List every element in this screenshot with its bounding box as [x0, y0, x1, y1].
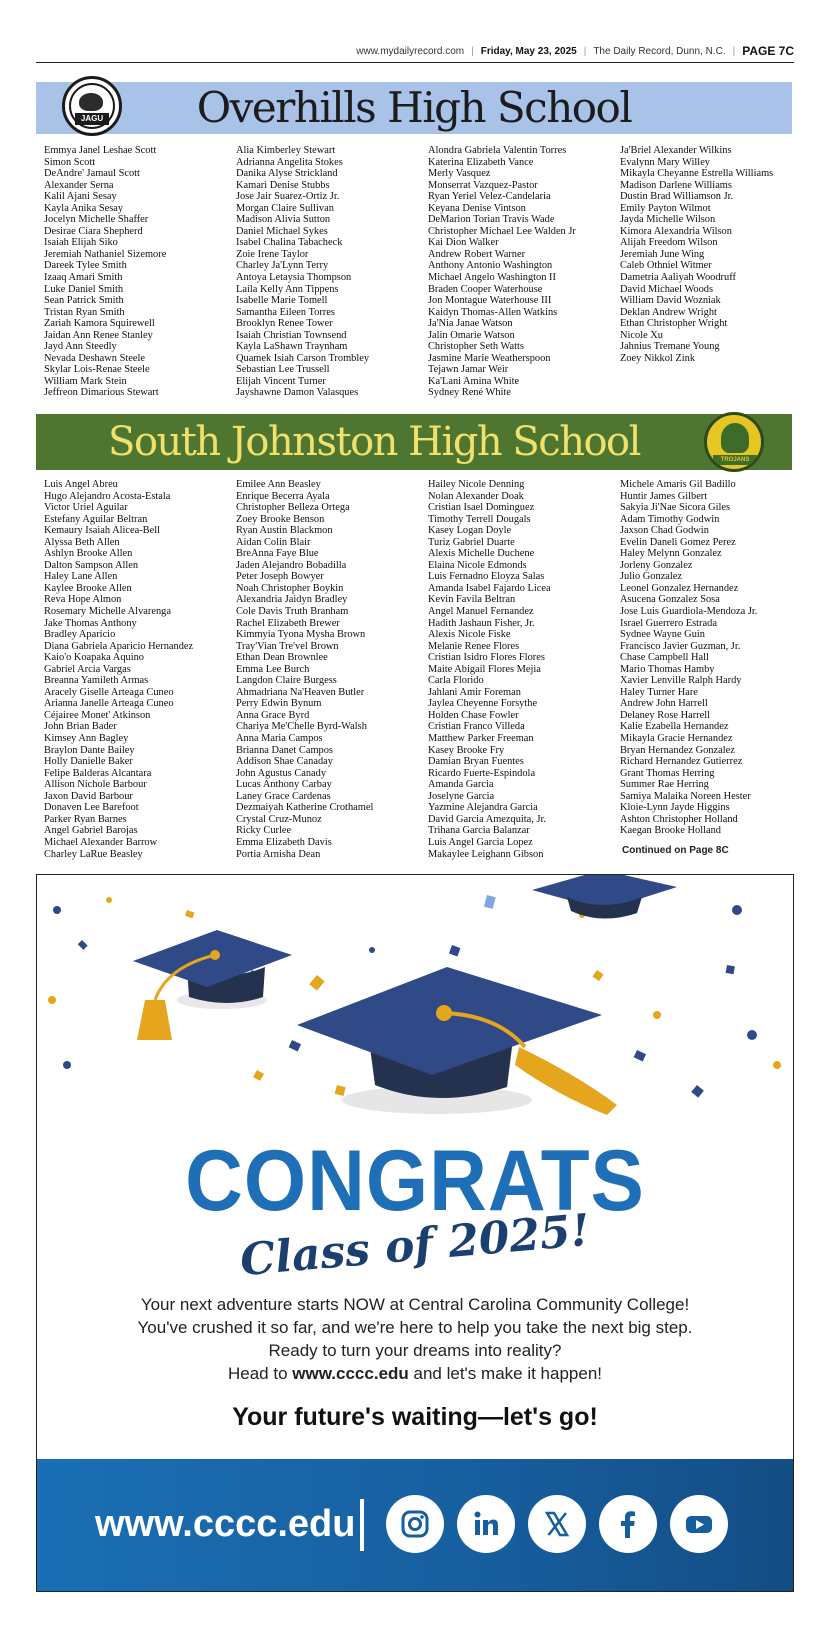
graduate-name: Dustin Brad Williamson Jr.	[620, 191, 734, 203]
overhills-names-column-3	[428, 145, 576, 399]
graduate-name: Keyana Denise Vintson	[428, 202, 526, 214]
graduate-name: Ahmadriana Na'Heaven Butler	[236, 686, 365, 698]
south-johnston-logo	[704, 412, 764, 472]
graduate-name: Jose Luis Guardiola-Mendoza Jr.	[620, 606, 758, 618]
graduate-name: Charley LaRue Beasley	[44, 848, 143, 860]
graduate-name: Mikayla Cheyanne Estrella Williams	[620, 168, 774, 180]
graduate-name: Isaiah Elijah Siko	[44, 237, 118, 249]
graduate-name: Emilee Ann Beasley	[236, 479, 321, 490]
graduate-name: Ricardo Fuerte-Espindola	[428, 767, 536, 779]
graduate-name: Bradley Aparicio	[44, 629, 116, 641]
cta-url-link[interactable]: www.cccc.edu	[292, 1364, 409, 1383]
graduate-name: Sydney René White	[428, 387, 511, 399]
cta-prefix: Head to	[228, 1364, 293, 1383]
header-separator: |	[732, 45, 736, 57]
graduate-name: Portia Arnisha Dean	[236, 848, 321, 860]
graduate-name: Evelin Daneli Gomez Perez	[620, 536, 736, 548]
graduate-name: Rosemary Michelle Alvarenga	[44, 606, 171, 618]
instagram-icon[interactable]	[386, 1495, 444, 1553]
ad-body-line-1: Your next adventure starts NOW at Central Carolina Community College!	[140, 1295, 690, 1314]
graduate-name: Huntir James Gilbert	[620, 490, 708, 502]
graduate-name: Kamari Denise Stubbs	[236, 179, 330, 191]
graduate-name: Lucas Anthony Carbay	[236, 779, 332, 791]
graduate-name: Kimora Alexandria Wilson	[620, 225, 732, 237]
trojan-helmet-icon	[721, 423, 749, 453]
graduate-name: Brooklyn Renee Tower	[236, 318, 333, 330]
graduate-name: Crystal Cruz-Munoz	[236, 813, 322, 825]
issue-date: Friday, May 23, 2025	[480, 45, 577, 57]
graduate-name: Kalil Ajani Sesay	[44, 191, 117, 203]
graduate-name: Luke Daniel Smith	[44, 283, 124, 295]
graduate-name: Braylon Dante Bailey	[44, 744, 135, 756]
graduate-name: Noah Christopher Boykin	[236, 582, 344, 594]
graduate-name: Samiya Malaika Noreen Hester	[620, 790, 751, 802]
graduate-name: Michael Alexander Barrow	[44, 836, 158, 848]
graduate-name: Jeremiah Nathaniel Sizemore	[44, 248, 167, 260]
graduate-name: Desirae Ciara Shepherd	[44, 225, 143, 237]
graduate-name: Israel Guerrero Estrada	[620, 617, 717, 629]
graduate-name: Christopher Seth Watts	[428, 341, 524, 353]
graduate-name: Enrique Becerra Ayala	[236, 490, 330, 502]
graduate-name: Allison Nichole Barbour	[44, 779, 147, 791]
graduate-name: Elijah Vincent Turner	[236, 375, 326, 387]
graduate-name: Adam Timothy Godwin	[620, 513, 720, 525]
graduate-name: Peter Joseph Bowyer	[236, 571, 324, 583]
graduate-name: BreAnna Faye Blue	[236, 548, 319, 560]
graduate-name: Melanie Renee Flores	[428, 640, 520, 652]
ad-tagline: Your future's waiting—let's go!	[232, 1403, 598, 1431]
graduate-name: Emma Elizabeth Davis	[236, 836, 332, 848]
graduate-name: Luis Angel Abreu	[44, 479, 118, 490]
graduate-name: Jayshawne Damon Valasques	[236, 387, 359, 399]
graduate-name: Caleb Othniel Witmer	[620, 260, 712, 272]
graduate-name: Haley Melynn Gonzalez	[620, 548, 722, 560]
graduate-name: Christopher Michael Lee Walden Jr	[428, 225, 576, 237]
graduate-name: Nolan Alexander Doak	[428, 490, 524, 502]
graduate-name: Zoey Brooke Benson	[236, 513, 325, 525]
linkedin-icon[interactable]	[457, 1495, 515, 1553]
graduate-name: Alyssa Beth Allen	[44, 536, 120, 548]
graduate-name: Tristan Ryan Smith	[44, 306, 125, 318]
graduate-name: Emma Lee Burch	[236, 663, 310, 675]
graduate-name: Jon Montague Waterhouse III	[428, 295, 552, 307]
graduate-name: Evalynn Mary Willey	[620, 156, 710, 168]
graduate-name: Amanda Isabel Fajardo Licea	[428, 582, 551, 594]
graduate-name: Angel Gabriel Barojas	[44, 825, 138, 837]
graduate-name: Gabriel Arcia Vargas	[44, 663, 131, 675]
header-rule	[36, 62, 794, 63]
overhills-banner	[36, 82, 792, 134]
graduate-name: Felipe Balderas Alcantara	[44, 767, 152, 779]
graduate-name: Zariah Kamora Squirewell	[44, 318, 155, 330]
graduate-name: Morgan Claire Sullivan	[236, 202, 334, 214]
ad-body-copy	[37, 1293, 793, 1385]
graduate-name: William Mark Stein	[44, 375, 127, 387]
graduate-name: Sean Patrick Smith	[44, 295, 124, 307]
graduate-name: Xavier Lenville Ralph Hardy	[620, 675, 742, 687]
graduate-name: William David Wozniak	[620, 295, 721, 307]
graduate-name: Joselyne Garcia	[428, 790, 495, 802]
graduate-name: Julio Gonzalez	[620, 571, 683, 583]
graduate-name: Timothy Terrell Dougals	[428, 513, 531, 525]
graduate-name: Amanda Garcia	[428, 779, 494, 791]
graduate-name: Cristian Isidro Flores Flores	[428, 652, 545, 664]
graduate-name: Simon Scott	[44, 156, 96, 168]
graduate-name: Kimmyia Tyona Mysha Brown	[236, 629, 366, 641]
graduate-name: Alexander Serna	[44, 179, 114, 191]
south-johnston-names-column-3	[428, 479, 551, 860]
graduate-name: Laney Grace Cardenas	[236, 790, 331, 802]
graduate-name: Kevin Favila Beltran	[428, 594, 516, 606]
graduate-name: Victor Uriel Aguilar	[44, 502, 128, 514]
graduate-name: Aidan Colin Blair	[236, 536, 311, 548]
graduate-name: Kaylee Brooke Allen	[44, 582, 132, 594]
graduate-name: Luis Angel Garcia Lopez	[428, 836, 533, 848]
graduate-name: Elaina Nicole Edmonds	[428, 559, 527, 571]
graduation-caps-illustration	[37, 875, 793, 1135]
graduate-name: Alijah Freedom Wilson	[620, 237, 718, 249]
graduate-name: Parker Ryan Barnes	[44, 813, 127, 825]
graduate-name: Ryan Yeriel Velez-Candelaria	[428, 191, 551, 203]
graduate-name: Merly Vasquez	[428, 168, 491, 180]
graduate-name: Nevada Deshawn Steele	[44, 352, 145, 364]
graduate-name: Antoya Letaysia Thompson	[236, 272, 352, 284]
graduate-name: Jaidan Ann Renee Stanley	[44, 329, 153, 341]
congrats-headline: CONGRATS	[185, 1132, 645, 1229]
graduate-name: Cristian Isael Dominguez	[428, 502, 535, 514]
graduate-name: Kalie Ezabella Hernandez	[620, 721, 729, 733]
graduate-name: Maite Abigail Flores Mejia	[428, 663, 541, 675]
graduate-name: Sakyia Ji'Nae Sicora Giles	[620, 502, 731, 514]
graduate-name: Makaylee Leighann Gibson	[428, 848, 544, 860]
graduate-name: Damian Bryan Fuentes	[428, 756, 524, 768]
graduate-name: Kasey Brooke Fry	[428, 744, 505, 756]
graduate-name: Madison Alivia Sutton	[236, 214, 331, 226]
graduate-name: Brianna Danet Campos	[236, 744, 333, 756]
ad-cta-line	[37, 1362, 793, 1385]
graduate-name: DeAndre' Jamaul Scott	[44, 168, 140, 180]
graduate-name: Jahnius Tremane Young	[620, 341, 720, 353]
graduate-name: Jeremiah June Wing	[620, 248, 705, 260]
graduate-name: Kayla LaShawn Traynham	[236, 341, 348, 353]
center-graduation-cap	[297, 967, 617, 1115]
graduate-name: Laila Kelly Ann Tippens	[236, 283, 339, 295]
graduate-name: Emily Payton Wilmot	[620, 202, 711, 214]
graduate-name: Richard Hernandez Gutierrez	[620, 756, 743, 768]
graduate-name: Ethan Dean Brownlee	[236, 652, 328, 664]
graduate-name: Breanna Yamileth Armas	[44, 675, 149, 687]
graduate-name: Jayda Michelle Wilson	[620, 214, 716, 226]
graduate-name: Tray'Vian Tre'vel Brown	[236, 640, 339, 652]
graduate-name: Francisco Javier Guzman, Jr.	[620, 640, 741, 652]
graduate-name: Donaven Lee Barefoot	[44, 802, 139, 814]
page-header	[36, 38, 794, 64]
graduate-name: Jaylea Cheyenne Forsythe	[428, 698, 538, 710]
graduate-name: Monserrat Vazquez-Pastor	[428, 179, 538, 191]
graduate-name: Isaiah Christian Townsend	[236, 329, 347, 341]
graduate-name: Ashton Christopher Holland	[620, 813, 738, 825]
graduate-name: Addison Shae Canaday	[236, 756, 333, 768]
ad-body-line-2: You've crushed it so far, and we're here to help you take the next big step.	[137, 1318, 693, 1337]
graduate-name: Bryan Hernandez Gonzalez	[620, 744, 735, 756]
south-johnston-names-column-1	[44, 479, 193, 860]
graduate-name: Nicole Xu	[620, 329, 663, 341]
graduate-name: Arianna Janelle Arteaga Cuneo	[44, 698, 174, 710]
graduate-name: Ashlyn Brooke Allen	[44, 548, 133, 560]
left-graduation-cap	[133, 930, 292, 1040]
graduate-name: Jose Jair Suarez-Ortiz Jr.	[236, 191, 340, 203]
south-johnston-banner	[36, 414, 792, 470]
graduate-name: Haley Lane Allen	[44, 571, 118, 583]
graduate-name: Jorleny Gonzalez	[620, 559, 693, 571]
graduate-name: Trihana Garcia Balanzar	[428, 825, 530, 837]
graduate-name: Yazmine Alejandra Garcia	[428, 802, 538, 814]
graduate-name: Grant Thomas Herring	[620, 767, 715, 779]
graduate-name: Aracely Giselle Arteaga Cuneo	[44, 686, 174, 698]
graduate-name: Ricky Curlee	[236, 825, 292, 837]
graduate-name: Anna Maria Campos	[236, 733, 323, 745]
graduate-name: Dametria Aaliyah Woodruff	[620, 272, 736, 284]
graduate-name: Carla Florido	[428, 675, 484, 687]
continued-note: Continued on Page 8C	[622, 845, 729, 856]
graduate-name: Leonel Gonzalez Hernandez	[620, 582, 739, 594]
graduate-name: Holden Chase Fowler	[428, 709, 519, 721]
graduate-name: Ka'Lani Amina White	[428, 375, 520, 387]
graduate-name: Summer Rae Herring	[620, 779, 709, 791]
page-number: PAGE 7C	[742, 44, 794, 58]
header-separator: |	[583, 45, 587, 57]
graduate-name: Sydnee Wayne Guin	[620, 629, 705, 641]
graduate-name: Kaio'o Koapaka Aquino	[44, 652, 144, 664]
graduate-name: Diana Gabriela Aparicio Hernandez	[44, 640, 194, 652]
graduate-name: Alondra Gabriela Valentin Torres	[428, 145, 567, 156]
graduate-name: Zoie Irene Taylor	[236, 248, 309, 260]
overhills-title: Overhills High School	[196, 83, 632, 132]
graduate-name: Alexis Nicole Fiske	[428, 629, 511, 641]
graduate-name: Kaidyn Thomas-Allen Watkins	[428, 306, 558, 318]
graduate-name: Braden Cooper Waterhouse	[428, 283, 543, 295]
graduate-name: Ethan Christopher Wright	[620, 318, 728, 330]
class-of-2025-script: Class of 2025!	[238, 1204, 592, 1287]
graduate-name: Katerina Elizabeth Vance	[428, 156, 534, 168]
graduate-name: Kai Dion Walker	[428, 237, 499, 249]
graduate-name: Sebastian Lee Trussell	[236, 364, 330, 376]
graduate-name: Holly Danielle Baker	[44, 756, 133, 768]
header-separator: |	[471, 45, 474, 57]
graduate-name: Matthew Parker Freeman	[428, 733, 534, 745]
graduate-name: Jaden Alejandro Bobadilla	[236, 559, 347, 571]
cta-suffix: and let's make it happen!	[408, 1364, 602, 1383]
graduate-name: Jeffreon Dimarious Stewart	[44, 387, 159, 399]
graduate-name: Jasmine Marie Weatherspoon	[428, 352, 551, 364]
graduate-name: Deklan Andrew Wright	[620, 306, 717, 318]
south-johnston-names-column-2	[236, 479, 373, 860]
graduate-name: Hailey Nicole Denning	[428, 479, 525, 490]
graduate-name: Cole Davis Truth Branham	[236, 606, 349, 618]
overhills-names-column-2	[236, 145, 369, 399]
graduate-name: Mario Thomas Hamby	[620, 663, 715, 675]
graduate-name: Kimsey Ann Bagley	[44, 733, 129, 745]
logo-plate: JAGU	[75, 113, 109, 125]
graduate-name: Estefany Aguilar Beltran	[44, 513, 148, 525]
graduate-name: Charley Ja'Lynn Terry	[236, 260, 329, 272]
top-right-graduation-cap	[532, 875, 677, 919]
graduate-name: Luis Fernadno Eloyza Salas	[428, 571, 545, 583]
graduate-name: Kloie-Lynn Jayde Higgins	[620, 802, 730, 814]
graduate-name: Jocelyn Michelle Shaffer	[44, 214, 149, 226]
graduate-name: Turiz Gabriel Duarte	[428, 536, 515, 548]
graduate-name: Chase Campbell Hall	[620, 652, 709, 664]
graduate-name: Christopher Belleza Ortega	[236, 502, 350, 514]
graduate-name: Hugo Alejandro Acosta-Estala	[44, 490, 171, 502]
graduate-name: Danika Alyse Strickland	[236, 168, 338, 180]
graduate-name: Kemaury Isaiah Alicea-Bell	[44, 525, 160, 537]
graduate-name: Tejawn Jamar Weir	[428, 364, 509, 376]
graduate-name: Izaaq Amari Smith	[44, 272, 123, 284]
publication-name: The Daily Record, Dunn, N.C.	[593, 45, 726, 57]
graduate-name: Mikayla Gracie Hernandez	[620, 733, 733, 745]
graduate-name: Alia Kimberley Stewart	[236, 145, 336, 156]
graduate-name: Zoey Nikkol Zink	[620, 352, 696, 364]
graduate-name: David Michael Woods	[620, 283, 714, 295]
graduate-name: Céjairee Monet' Atkinson	[44, 709, 151, 721]
graduate-name: Anna Grace Byrd	[236, 709, 310, 721]
graduate-name: Perry Edwin Bynum	[236, 698, 322, 710]
graduate-name: Daniel Michael Sykes	[236, 225, 328, 237]
graduate-name: Ryan Austin Blackmon	[236, 525, 333, 537]
graduate-name: Ja'Briel Alexander Wilkins	[620, 145, 732, 156]
graduate-name: Dalton Sampson Allen	[44, 559, 139, 571]
graduate-name: Kaegan Brooke Holland	[620, 825, 721, 837]
graduate-name: DeMarion Torian Travis Wade	[428, 214, 555, 226]
graduate-name: Rachel Elizabeth Brewer	[236, 617, 340, 629]
graduate-name: Dezmaiyah Katherine Crothamel	[236, 802, 374, 814]
graduate-name: Cristian Franco Villeda	[428, 721, 525, 733]
graduate-name: Jalin Omarie Watson	[428, 329, 515, 341]
graduate-name: David Garcia Amezquita, Jr.	[428, 813, 547, 825]
graduate-name: John Brian Bader	[44, 721, 117, 733]
graduate-name: Alexandria Jaidyn Bradley	[236, 594, 348, 606]
graduate-name: Kayla Anika Sesay	[44, 202, 124, 214]
graduate-name: Kasey Logan Doyle	[428, 525, 512, 537]
south-johnston-names-column-4	[620, 479, 757, 837]
footer-divider	[360, 1499, 364, 1551]
website-text: www.mydailyrecord.com	[356, 45, 465, 57]
graduate-name: Madison Darlene Williams	[620, 179, 732, 191]
cccc-advertisement	[36, 874, 794, 1592]
graduate-name: Langdon Claire Burgess	[236, 675, 337, 687]
graduate-name: Adrianna Angelita Stokes	[236, 156, 343, 168]
graduate-name: John Agustus Canady	[236, 767, 327, 779]
south-johnston-title: South Johnston High School	[108, 419, 640, 465]
x-icon[interactable]	[528, 1495, 586, 1553]
graduate-name: Anthony Antonio Washington	[428, 260, 553, 272]
facebook-icon[interactable]	[599, 1495, 657, 1553]
footer-url-link[interactable]: www.cccc.edu	[95, 1503, 356, 1545]
graduate-name: Angel Manuel Fernandez	[428, 606, 534, 618]
graduate-name: Skylar Lois-Renae Steele	[44, 364, 150, 376]
graduate-name: Chariya Me'Chelle Byrd-Walsh	[236, 721, 367, 733]
logo-plate: TROJANS	[713, 455, 757, 465]
graduate-name: Reva Hope Almon	[44, 594, 122, 606]
graduate-name: Dareek Tylee Smith	[44, 260, 127, 272]
graduate-name: Michele Amaris Gil Badillo	[620, 479, 736, 490]
ad-body-line-3: Ready to turn your dreams into reality?	[268, 1341, 562, 1360]
graduate-name: Asucena Gonzalez Sosa	[620, 594, 720, 606]
graduate-name: Hadith Jashaun Fisher, Jr.	[428, 617, 535, 629]
graduate-name: Jake Thomas Anthony	[44, 617, 137, 629]
graduate-name: Delaney Rose Harrell	[620, 709, 711, 721]
graduate-name: Andrew Robert Warner	[428, 248, 526, 260]
overhills-names-column-4	[620, 145, 773, 364]
graduate-name: Isabel Chalina Tabacheck	[236, 237, 343, 249]
graduate-name: Ja'Nia Janae Watson	[428, 318, 513, 330]
graduate-name: Jayd Ann Steedly	[44, 341, 117, 353]
graduate-name: Jaxon David Barbour	[44, 790, 133, 802]
graduate-name: Michael Angelo Washington II	[428, 272, 556, 284]
graduate-name: Samantha Eileen Torres	[236, 306, 335, 318]
graduate-name: Andrew John Harrell	[620, 698, 708, 710]
graduate-name: Jaxson Chad Godwin	[620, 525, 709, 537]
graduate-name: Isabelle Marie Tomell	[236, 295, 328, 307]
graduate-name: Alexis Michelle Duchene	[428, 548, 535, 560]
youtube-icon[interactable]	[670, 1495, 728, 1553]
ad-footer-bar	[37, 1459, 793, 1592]
overhills-names-column-1	[44, 145, 166, 399]
graduate-name: Haley Turner Hare	[620, 686, 698, 698]
graduate-name: Quamek Isiah Carson Trombley	[236, 352, 370, 364]
graduate-name: Emmya Janel Leshae Scott	[44, 145, 157, 156]
graduate-name: Jahlani Amir Foreman	[428, 686, 521, 698]
